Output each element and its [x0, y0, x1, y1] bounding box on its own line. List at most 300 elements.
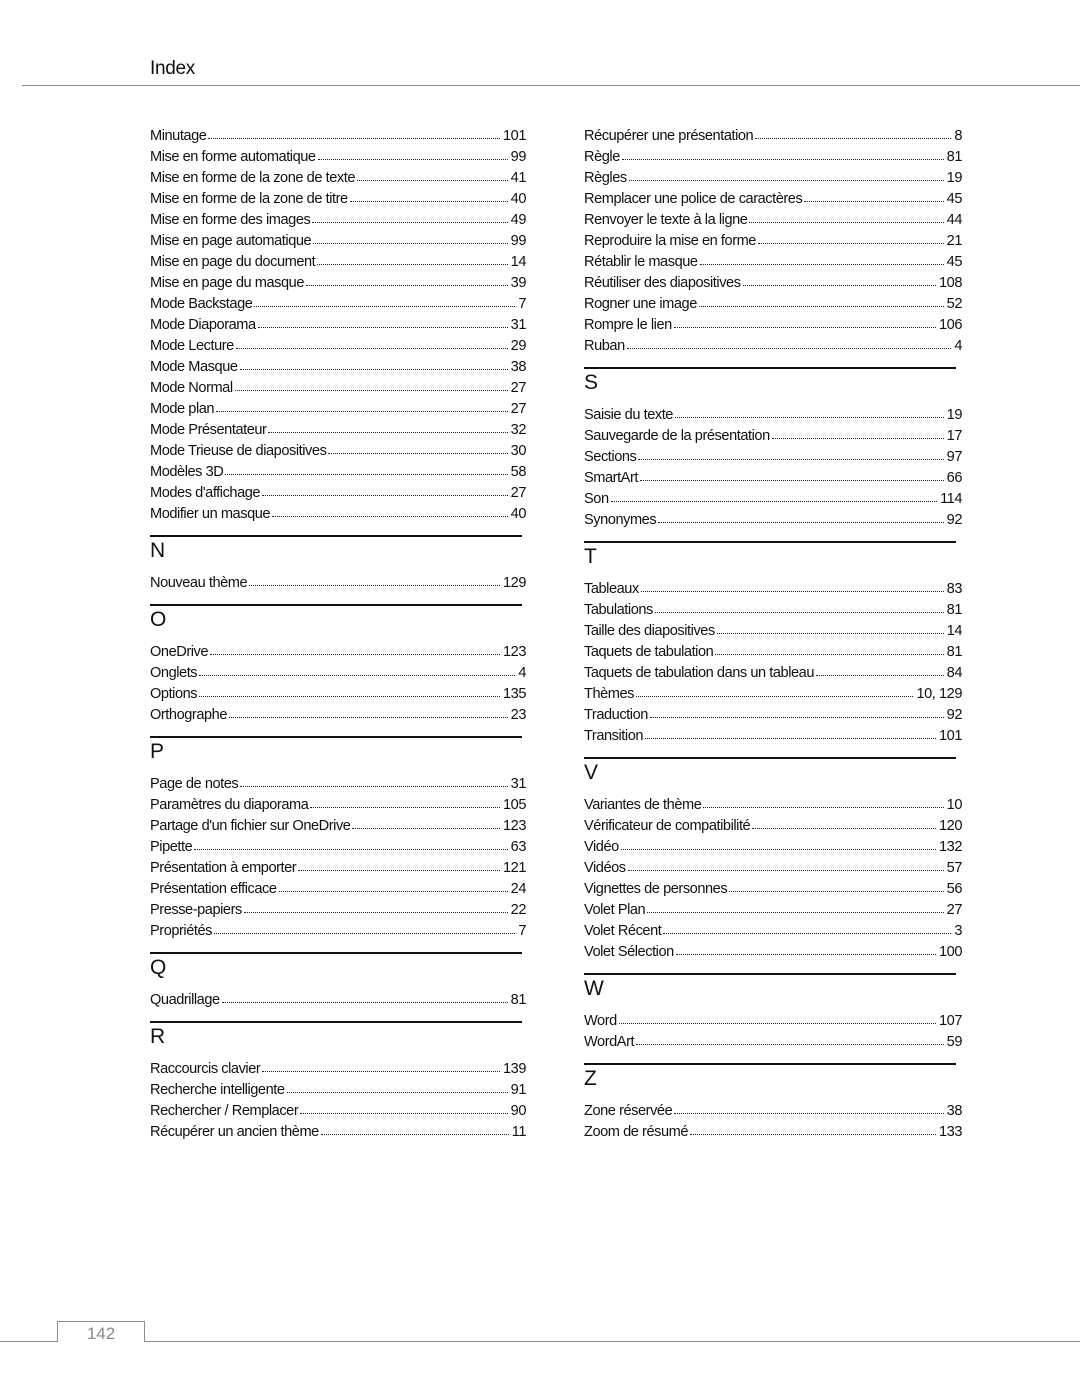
index-page-ref: 7 — [518, 296, 526, 312]
section-header — [584, 357, 962, 405]
index-entry — [584, 210, 962, 231]
dot-leader — [638, 459, 943, 460]
section-letter: S — [584, 371, 599, 394]
dot-leader — [674, 327, 936, 328]
index-page-ref: 105 — [503, 797, 526, 813]
index-term: Renvoyer le texte à la ligne — [584, 212, 748, 228]
section-letter: Q — [150, 956, 167, 979]
section-rule — [584, 541, 956, 543]
index-entry — [150, 816, 526, 837]
index-entry — [150, 483, 526, 504]
index-page-ref: 123 — [503, 818, 526, 834]
index-term: Modes d'affichage — [150, 485, 261, 501]
dot-leader — [240, 786, 507, 787]
index-entry — [150, 189, 526, 210]
index-term: Mise en page du masque — [150, 275, 304, 291]
index-entry — [584, 426, 962, 447]
dot-leader — [321, 1134, 509, 1135]
index-page-ref: 97 — [946, 449, 962, 465]
index-page-ref: 52 — [946, 296, 962, 312]
section-header — [584, 747, 962, 795]
index-entry — [584, 816, 962, 837]
index-page-ref: 19 — [946, 170, 962, 186]
index-page-ref: 139 — [503, 1061, 526, 1077]
dot-leader — [298, 870, 500, 871]
index-page-ref: 106 — [939, 317, 962, 333]
dot-leader — [749, 222, 943, 223]
index-term: Zone réservée — [584, 1103, 673, 1119]
index-page-ref: 99 — [510, 233, 526, 249]
index-term: Recherche intelligente — [150, 1082, 285, 1098]
dot-leader — [287, 1092, 508, 1093]
index-page-ref: 27 — [510, 485, 526, 501]
index-page-ref: 3 — [954, 923, 962, 939]
index-entry — [150, 837, 526, 858]
index-page-ref: 101 — [939, 728, 962, 744]
section-rule — [584, 973, 956, 975]
index-term: Taille des diapositives — [584, 623, 715, 639]
index-page-ref: 29 — [510, 338, 526, 354]
index-entry — [584, 795, 962, 816]
index-entry — [584, 252, 962, 273]
index-entry — [150, 642, 526, 663]
index-entry — [150, 441, 526, 462]
dot-leader — [622, 159, 944, 160]
index-page-ref: 101 — [503, 128, 526, 144]
index-term: Orthographe — [150, 707, 227, 723]
index-entry — [584, 921, 962, 942]
index-entry — [150, 399, 526, 420]
dot-leader — [352, 828, 500, 829]
index-page-ref: 14 — [946, 623, 962, 639]
index-entry — [584, 579, 962, 600]
index-entry — [584, 879, 962, 900]
index-page-ref: 8 — [954, 128, 962, 144]
index-entry — [584, 858, 962, 879]
dot-leader — [268, 432, 507, 433]
index-page-ref: 107 — [939, 1013, 962, 1029]
section-letter: N — [150, 539, 166, 562]
index-page-ref: 24 — [510, 881, 526, 897]
index-page-ref: 58 — [510, 464, 526, 480]
index-entry — [584, 642, 962, 663]
index-entry — [150, 795, 526, 816]
index-page-ref: 99 — [510, 149, 526, 165]
index-entry — [150, 378, 526, 399]
dot-leader — [254, 306, 515, 307]
section-rule — [150, 535, 522, 537]
index-page-ref: 22 — [510, 902, 526, 918]
index-term: Minutage — [150, 128, 207, 144]
index-page-ref: 132 — [939, 839, 962, 855]
index-entry — [584, 147, 962, 168]
index-page-ref: 135 — [503, 686, 526, 702]
index-page-ref: 10 — [946, 797, 962, 813]
dot-leader — [244, 912, 508, 913]
index-page-ref: 81 — [946, 602, 962, 618]
dot-leader — [194, 849, 507, 850]
index-term: Traduction — [584, 707, 648, 723]
index-page-ref: 10, 129 — [916, 686, 962, 702]
dot-leader — [640, 480, 944, 481]
index-term: Synonymes — [584, 512, 657, 528]
index-entry — [150, 1080, 526, 1101]
index-term: Presse-papiers — [150, 902, 242, 918]
index-entry — [150, 858, 526, 879]
index-page-ref: 27 — [946, 902, 962, 918]
dot-leader — [703, 807, 943, 808]
index-entry — [150, 273, 526, 294]
dot-leader — [350, 201, 508, 202]
index-page-ref: 56 — [946, 881, 962, 897]
index-page-ref: 66 — [946, 470, 962, 486]
dot-leader — [272, 516, 508, 517]
index-entry — [150, 705, 526, 726]
index-entry — [584, 189, 962, 210]
index-term: Mode Masque — [150, 359, 238, 375]
index-term: Volet Plan — [584, 902, 646, 918]
dot-leader — [279, 891, 508, 892]
dot-leader — [699, 306, 944, 307]
section-letter: O — [150, 608, 167, 631]
dot-leader — [619, 1023, 936, 1024]
index-term: Page de notes — [150, 776, 239, 792]
section-rule — [150, 736, 522, 738]
index-entry — [584, 705, 962, 726]
index-entry — [584, 168, 962, 189]
dot-leader — [675, 417, 944, 418]
index-page-ref: 59 — [946, 1034, 962, 1050]
index-page-ref: 57 — [946, 860, 962, 876]
dot-leader — [310, 807, 500, 808]
index-term: Tabulations — [584, 602, 653, 618]
index-page-ref: 100 — [939, 944, 962, 960]
index-term: Transition — [584, 728, 644, 744]
index-entry — [150, 879, 526, 900]
index-term: Vignettes de personnes — [584, 881, 728, 897]
index-entry — [150, 573, 526, 594]
index-page-ref: 4 — [518, 665, 526, 681]
dot-leader — [717, 633, 944, 634]
index-term: Onglets — [150, 665, 198, 681]
index-term: Mise en forme des images — [150, 212, 311, 228]
dot-leader — [229, 717, 508, 718]
index-entry — [584, 684, 962, 705]
dot-leader — [236, 348, 508, 349]
index-page-ref: 120 — [939, 818, 962, 834]
index-term: Vidéos — [584, 860, 626, 876]
dot-leader — [208, 138, 500, 139]
index-term: Vérificateur de compatibilité — [584, 818, 751, 834]
index-term: Zoom de résumé — [584, 1124, 689, 1140]
index-entry — [150, 252, 526, 273]
index-entry — [150, 126, 526, 147]
index-entry — [150, 900, 526, 921]
index-entry — [150, 420, 526, 441]
index-term: Quadrillage — [150, 992, 220, 1008]
index-term: Options — [150, 686, 198, 702]
section-header — [150, 942, 526, 990]
index-entry — [150, 147, 526, 168]
index-term: Rompre le lien — [584, 317, 672, 333]
index-page-ref: 63 — [510, 839, 526, 855]
index-entry — [150, 231, 526, 252]
dot-leader — [262, 495, 508, 496]
index-entry — [584, 1122, 962, 1143]
index-page-ref: 121 — [503, 860, 526, 876]
index-entry — [150, 1101, 526, 1122]
index-term: Présentation efficace — [150, 881, 277, 897]
section-header — [150, 594, 526, 642]
index-term: Partage d'un fichier sur OneDrive — [150, 818, 351, 834]
dot-leader — [357, 180, 508, 181]
dot-leader — [214, 933, 515, 934]
dot-leader — [210, 654, 500, 655]
index-page-ref: 32 — [510, 422, 526, 438]
dot-leader — [313, 243, 507, 244]
index-entry — [150, 663, 526, 684]
dot-leader — [641, 591, 944, 592]
index-term: Modèles 3D — [150, 464, 224, 480]
section-header — [150, 726, 526, 774]
section-header — [150, 525, 526, 573]
index-page-ref: 4 — [954, 338, 962, 354]
dot-leader — [663, 933, 951, 934]
index-page-ref: 45 — [946, 191, 962, 207]
index-page-ref: 129 — [503, 575, 526, 591]
index-entry — [150, 921, 526, 942]
index-entry — [584, 600, 962, 621]
index-term: Mode Présentateur — [150, 422, 267, 438]
index-term: Mise en forme de la zone de titre — [150, 191, 348, 207]
index-term: Rétablir le masque — [584, 254, 698, 270]
dot-leader — [199, 696, 500, 697]
section-header — [584, 531, 962, 579]
index-term: Vidéo — [584, 839, 619, 855]
index-page-ref: 30 — [510, 443, 526, 459]
index-entry — [584, 447, 962, 468]
index-page-ref: 27 — [510, 401, 526, 417]
section-letter: R — [150, 1025, 166, 1048]
index-term: SmartArt — [584, 470, 638, 486]
dot-leader — [235, 390, 508, 391]
index-term: Ruban — [584, 338, 625, 354]
index-entry — [584, 1101, 962, 1122]
index-page-ref: 49 — [510, 212, 526, 228]
index-term: Mode Diaporama — [150, 317, 256, 333]
index-entry — [150, 336, 526, 357]
index-page-ref: 21 — [946, 233, 962, 249]
index-term: Rogner une image — [584, 296, 697, 312]
dot-leader — [318, 159, 508, 160]
index-entry — [584, 489, 962, 510]
index-column-left — [150, 126, 526, 1143]
section-rule — [150, 604, 522, 606]
index-entry — [584, 468, 962, 489]
index-column-right — [584, 126, 962, 1143]
index-term: Règle — [584, 149, 620, 165]
index-term: Mode Trieuse de diapositives — [150, 443, 327, 459]
index-term: Taquets de tabulation — [584, 644, 714, 660]
page-number: 142 — [57, 1321, 145, 1342]
section-rule — [584, 367, 956, 369]
index-entry — [150, 990, 526, 1011]
dot-leader — [755, 138, 951, 139]
index-term: Reproduire la mise en forme — [584, 233, 756, 249]
section-rule — [150, 1021, 522, 1023]
dot-leader — [645, 738, 936, 739]
index-page-ref: 38 — [510, 359, 526, 375]
index-term: Présentation à emporter — [150, 860, 297, 876]
index-entry — [584, 315, 962, 336]
index-page-ref: 108 — [939, 275, 962, 291]
index-entry — [584, 294, 962, 315]
dot-leader — [647, 912, 943, 913]
index-entry — [584, 510, 962, 531]
section-header — [584, 1053, 962, 1101]
index-term: Mode Normal — [150, 380, 233, 396]
index-page-ref: 83 — [946, 581, 962, 597]
index-term: Pipette — [150, 839, 193, 855]
section-rule — [150, 952, 522, 954]
index-page-ref: 41 — [510, 170, 526, 186]
index-page-ref: 133 — [939, 1124, 962, 1140]
index-term: Saisie du texte — [584, 407, 673, 423]
index-page-ref: 92 — [946, 512, 962, 528]
index-page-ref: 91 — [510, 1082, 526, 1098]
dot-leader — [627, 348, 952, 349]
section-letter: P — [150, 740, 165, 763]
dot-leader — [262, 1071, 500, 1072]
index-entry — [584, 663, 962, 684]
dot-leader — [611, 501, 937, 502]
header-rule — [22, 85, 1080, 86]
index-term: Sauvegarde de la présentation — [584, 428, 770, 444]
index-entry — [584, 336, 962, 357]
dot-leader — [816, 675, 944, 676]
dot-leader — [222, 1002, 508, 1003]
dot-leader — [328, 453, 507, 454]
index-entry — [584, 1011, 962, 1032]
index-page-ref: 27 — [510, 380, 526, 396]
index-page-ref: 81 — [946, 644, 962, 660]
dot-leader — [752, 828, 936, 829]
index-term: Nouveau thème — [150, 575, 248, 591]
index-entry — [150, 168, 526, 189]
dot-leader — [743, 285, 936, 286]
dot-leader — [655, 612, 944, 613]
index-entry — [150, 315, 526, 336]
index-entry — [584, 405, 962, 426]
dot-leader — [650, 717, 944, 718]
index-page-ref: 19 — [946, 407, 962, 423]
page-header-title: Index — [150, 58, 195, 79]
index-page-ref: 81 — [946, 149, 962, 165]
index-entry — [150, 774, 526, 795]
index-entry — [584, 1032, 962, 1053]
index-page-ref: 7 — [518, 923, 526, 939]
dot-leader — [306, 285, 508, 286]
index-entry — [584, 726, 962, 747]
section-letter: V — [584, 761, 599, 784]
index-page-ref: 23 — [510, 707, 526, 723]
dot-leader — [225, 474, 507, 475]
dot-leader — [636, 1044, 944, 1045]
index-page-ref: 31 — [510, 776, 526, 792]
index-term: Récupérer un ancien thème — [150, 1124, 319, 1140]
index-page-ref: 40 — [510, 506, 526, 522]
dot-leader — [804, 201, 943, 202]
index-term: Raccourcis clavier — [150, 1061, 261, 1077]
index-entry — [150, 462, 526, 483]
index-entry — [150, 294, 526, 315]
index-term: Rechercher / Remplacer — [150, 1103, 299, 1119]
index-page-ref: 40 — [510, 191, 526, 207]
index-term: OneDrive — [150, 644, 209, 660]
index-entry — [584, 126, 962, 147]
dot-leader — [258, 327, 508, 328]
index-term: Mise en page automatique — [150, 233, 312, 249]
index-term: Mise en forme automatique — [150, 149, 316, 165]
index-entry — [150, 504, 526, 525]
index-entry — [584, 231, 962, 252]
index-term: Mode plan — [150, 401, 215, 417]
dot-leader — [199, 675, 515, 676]
index-term: Mode Backstage — [150, 296, 253, 312]
index-entry — [584, 621, 962, 642]
index-page-ref: 38 — [946, 1103, 962, 1119]
index-term: Propriétés — [150, 923, 213, 939]
index-page-ref: 114 — [940, 491, 962, 507]
index-term: Mise en forme de la zone de texte — [150, 170, 355, 186]
index-page-ref: 90 — [510, 1103, 526, 1119]
index-term: Remplacer une police de caractères — [584, 191, 803, 207]
dot-leader — [317, 264, 507, 265]
index-entry — [150, 684, 526, 705]
index-term: Word — [584, 1013, 617, 1029]
index-term: Mode Lecture — [150, 338, 234, 354]
index-entry — [150, 210, 526, 231]
index-page-ref: 44 — [946, 212, 962, 228]
index-page-ref: 11 — [511, 1124, 526, 1140]
index-entry — [584, 900, 962, 921]
section-letter: W — [584, 977, 604, 1000]
index-page-ref: 84 — [946, 665, 962, 681]
section-header — [150, 1011, 526, 1059]
index-term: Récupérer une présentation — [584, 128, 754, 144]
index-entry — [150, 357, 526, 378]
dot-leader — [729, 891, 943, 892]
index-entry — [150, 1059, 526, 1080]
index-page-ref: 123 — [503, 644, 526, 660]
index-term: Son — [584, 491, 609, 507]
index-entry — [584, 837, 962, 858]
dot-leader — [216, 411, 508, 412]
index-entry — [584, 273, 962, 294]
index-term: WordArt — [584, 1034, 635, 1050]
index-term: Taquets de tabulation dans un tableau — [584, 665, 815, 681]
index-term: Mise en page du document — [150, 254, 316, 270]
index-entry — [150, 1122, 526, 1143]
index-term: Règles — [584, 170, 627, 186]
index-term: Modifier un masque — [150, 506, 271, 522]
dot-leader — [676, 954, 936, 955]
dot-leader — [690, 1134, 936, 1135]
section-header — [584, 963, 962, 1011]
section-letter: Z — [584, 1067, 597, 1090]
section-letter: T — [584, 545, 597, 568]
index-term: Paramètres du diaporama — [150, 797, 309, 813]
